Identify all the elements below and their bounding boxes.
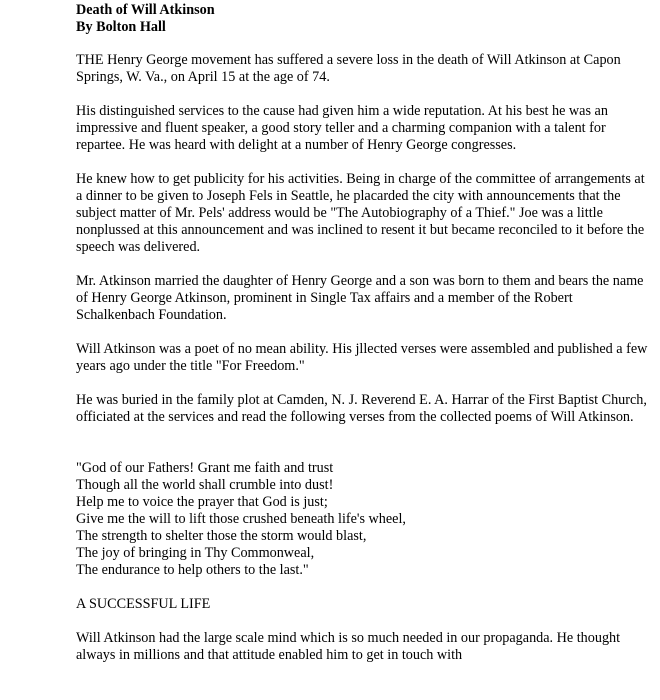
verse-line: Help me to voice the prayer that God is just; [76, 494, 328, 510]
verse-line: The endurance to help others to the last." [76, 562, 309, 578]
paragraph-5: Will Atkinson was a poet of no mean ability. His jllected verses were assembled and published a few years ago under the title "For Freedom." [76, 341, 648, 374]
paragraph-3: He knew how to get publicity for his activities. Being in charge of the committee of arrangements at a dinner to be given to Joseph Fels in Seattle, he placarded the city with announcements that the subject matter of Mr. Pels' address would be "The Autobiography of a Thief." Joe was a little nonplussed at this announcement and was inclined to resent it but became reconciled to it before the speech was delivered. [76, 171, 645, 255]
verse-line: "God of our Fathers! Grant me faith and trust [76, 460, 334, 476]
poem-verse [76, 460, 651, 579]
final-paragraph: Will Atkinson had the large scale mind which is so much needed in our propaganda. He thought always in millions and that attitude enabled him to get in touch with [76, 630, 621, 663]
article-title: Death of Will Atkinson [76, 2, 215, 18]
section-heading: A SUCCESSFUL LIFE [76, 596, 211, 612]
verse-line: The strength to shelter those the storm would blast, [76, 528, 367, 544]
verse-line: Give me the will to lift those crushed beneath life's wheel, [76, 511, 406, 527]
paragraph-2: His distinguished services to the cause had given him a wide reputation. At his best he was an impressive and fluent speaker, a good story teller and a charming companion with a talent for repartee. He was heard with delight at a number of Henry George congresses. [76, 103, 608, 153]
verse-spacer [76, 443, 651, 460]
article-byline: By Bolton Hall [76, 19, 166, 35]
article-header [76, 2, 651, 36]
verse-line: Though all the world shall crumble into dust! [76, 477, 334, 493]
paragraph-4: Mr. Atkinson married the daughter of Henry George and a son was born to them and bears the name of Henry George Atkinson, prominent in Single Tax affairs and a member of the Robert Schalkenbach Foundation. [76, 273, 644, 323]
paragraph-1: THE Henry George movement has suffered a severe loss in the death of Will Atkinson at Capon Springs, W. Va., on April 15 at the age of 74. [76, 52, 621, 85]
document-page [76, 2, 651, 681]
paragraph-6: He was buried in the family plot at Camden, N. J. Reverend E. A. Harrar of the First Baptist Church, officiated at the services and read the following verses from the collected poems of Will Atkinson. [76, 392, 647, 425]
verse-line: The joy of bringing in Thy Commonweal, [76, 545, 315, 561]
